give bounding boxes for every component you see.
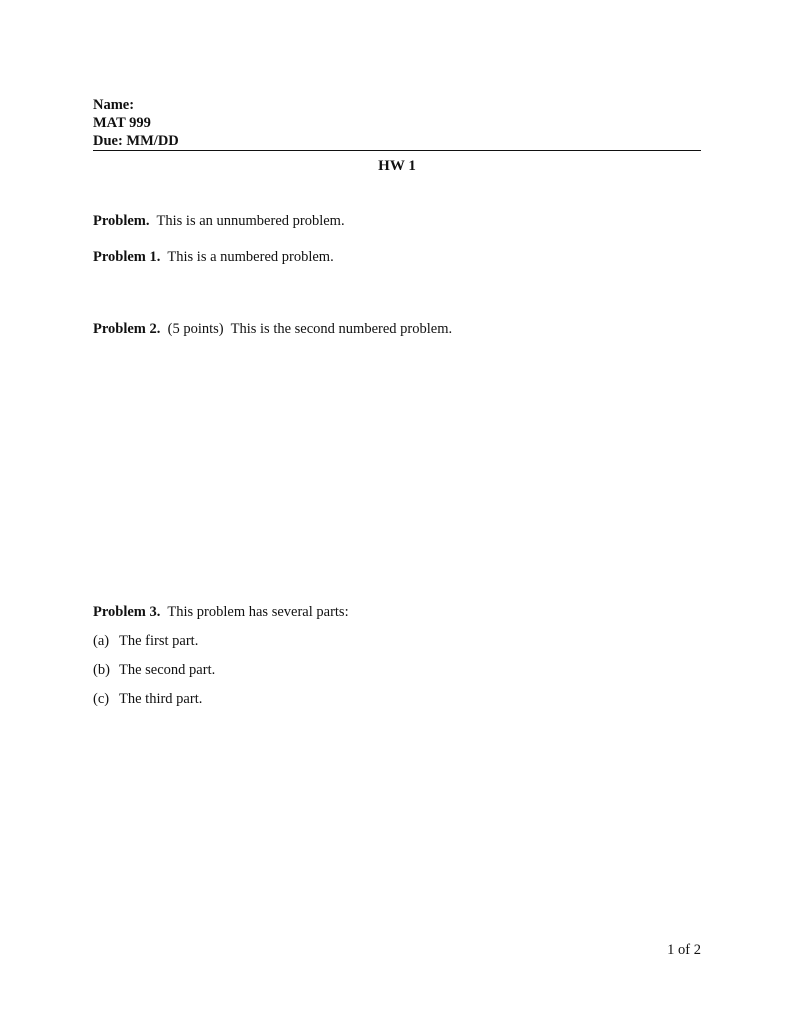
name-field-label: Name: xyxy=(93,97,135,113)
problem-label: Problem 1. xyxy=(93,249,161,265)
problem-text: This is the second numbered problem. xyxy=(230,321,453,337)
part-text: The second part. xyxy=(119,662,216,678)
problem-unnumbered xyxy=(93,212,345,230)
due-date-label: Due: MM/DD xyxy=(93,133,179,149)
problem-label: Problem 2. xyxy=(93,321,161,337)
problem-1 xyxy=(93,248,334,266)
part-text: The first part. xyxy=(119,633,199,649)
part-b xyxy=(93,661,215,679)
page-number: 1 of 2 xyxy=(667,942,701,958)
part-label: (a) xyxy=(93,633,110,649)
problem-points: (5 points) xyxy=(167,321,224,337)
header-rule xyxy=(93,150,701,151)
part-c xyxy=(93,690,202,708)
problem-label: Problem. xyxy=(93,213,150,229)
problem-label: Problem 3. xyxy=(93,604,161,620)
problem-text: This is an unnumbered problem. xyxy=(156,213,345,229)
problem-3 xyxy=(93,603,349,621)
course-label: MAT 999 xyxy=(93,115,151,131)
part-a xyxy=(93,632,198,650)
part-text: The third part. xyxy=(119,691,203,707)
part-label: (b) xyxy=(93,662,110,678)
page-title: HW 1 xyxy=(378,158,416,174)
problem-text: This is a numbered problem. xyxy=(167,249,334,265)
problem-text: This problem has several parts: xyxy=(167,604,349,620)
part-label: (c) xyxy=(93,691,110,707)
problem-2 xyxy=(93,320,452,338)
